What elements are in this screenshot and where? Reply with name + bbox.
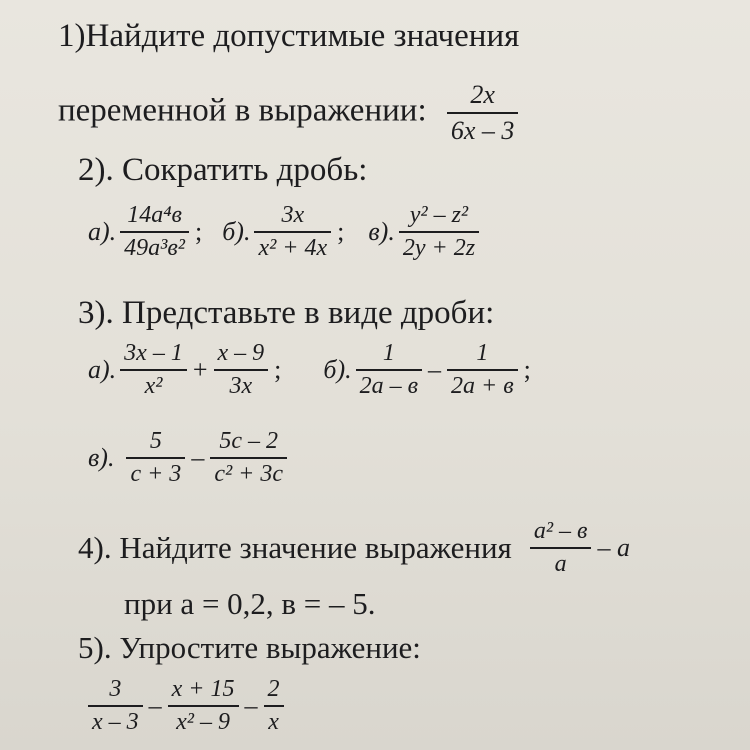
separator: ; [274, 355, 282, 384]
fraction-bar [264, 705, 284, 707]
task2-items [88, 202, 479, 262]
task1-line2 [58, 80, 518, 146]
task3-c-f2-num: 5c – 2 [219, 428, 278, 454]
task4-fraction [530, 518, 592, 578]
task3-b-fraction-2 [447, 340, 518, 400]
task2-b-fraction [254, 202, 331, 262]
task2-c-fraction [399, 202, 479, 262]
task3-a-f2-num: x – 9 [217, 340, 265, 366]
fraction-bar [88, 705, 143, 707]
separator: ; [337, 217, 345, 246]
fraction-bar [214, 369, 269, 371]
task2-b-label: б). [222, 217, 251, 246]
task5-f1-num: 3 [109, 676, 122, 702]
task3-row2 [88, 428, 287, 488]
fraction-bar [356, 369, 422, 371]
minus-operator: – [191, 443, 205, 472]
task3-c-f2-den: c² + 3c [214, 461, 284, 487]
task2-c-den: 2y + 2z [402, 235, 476, 261]
task1-frac-num: 2x [470, 80, 495, 109]
task5-f2-den: x² – 9 [176, 709, 231, 735]
task5-fraction-2 [168, 676, 239, 736]
task3-a-f1-den: x² [144, 373, 163, 399]
task3-b-f1-den: 2a – в [359, 373, 419, 399]
task3-a-fraction-1 [120, 340, 187, 400]
task3-b-label: б). [323, 355, 352, 384]
plus-operator: + [192, 355, 208, 384]
separator: ; [523, 355, 531, 384]
task2-a-num: 14a⁴в [127, 202, 182, 228]
task4-frac-den: a [554, 551, 567, 577]
task3-row1 [88, 340, 531, 400]
task3-b-f2-den: 2a + в [451, 373, 514, 399]
fraction-bar [399, 231, 479, 233]
fraction-bar [126, 457, 185, 459]
separator: ; [194, 217, 203, 246]
task3-c-f1-den: c + 3 [130, 461, 182, 487]
task4-line2: при a = 0,2, в = – 5. [124, 586, 376, 621]
minus-operator: – [428, 355, 442, 384]
task5-expression [88, 676, 284, 736]
task1-fraction [447, 80, 519, 146]
task3-c-label: в). [88, 443, 115, 472]
fraction-bar [168, 705, 239, 707]
task1-line2-text: переменной в выражении: [58, 92, 427, 129]
task2-b-num: 3x [281, 202, 305, 228]
task5-f3-den: x [268, 709, 279, 735]
task4-line1-text: 4). Найдите значение выражения [78, 530, 512, 565]
fraction-bar [254, 231, 331, 233]
task5-fraction-3 [264, 676, 284, 736]
task3-c-fraction-2 [210, 428, 287, 488]
task3-a-f1-num: 3x – 1 [124, 340, 183, 366]
task4-frac-num: a² – в [533, 518, 588, 544]
minus-operator: – [244, 691, 258, 720]
task5-f1-den: x – 3 [92, 709, 139, 735]
fraction-bar [210, 457, 287, 459]
task2-b-den: x² + 4x [258, 235, 328, 261]
task3-c-f1-num: 5 [149, 428, 162, 454]
task5-title: 5). Упростите выражение: [78, 630, 421, 665]
task3-a-label: а). [88, 355, 117, 384]
task5-f2-num: x + 15 [171, 676, 235, 702]
task2-c-label: в). [368, 217, 395, 246]
task3-title: 3). Представьте в виде дроби: [78, 295, 495, 331]
task5-f3-num: 2 [267, 676, 280, 702]
task2-a-label: а). [88, 217, 117, 246]
task2-a-fraction [120, 202, 189, 262]
task2-c-num: y² – z² [409, 202, 469, 228]
task3-c-fraction-1 [126, 428, 185, 488]
task3-b-fraction-1 [356, 340, 422, 400]
minus-operator: – [148, 691, 162, 720]
task3-a-fraction-2 [214, 340, 269, 400]
task3-a-f2-den: 3x [229, 373, 253, 399]
fraction-bar [530, 547, 592, 549]
task1-line1: 1)Найдите допустимые значения [58, 18, 520, 54]
fraction-bar [120, 369, 187, 371]
task2-title: 2). Сократить дробь: [78, 152, 368, 188]
fraction-bar [447, 112, 519, 114]
task5-fraction-1 [88, 676, 143, 736]
task1-frac-den: 6x – 3 [450, 116, 515, 145]
fraction-bar [120, 231, 189, 233]
task3-b-f1-num: 1 [382, 340, 395, 366]
fraction-bar [447, 369, 518, 371]
task4-line1 [78, 518, 632, 578]
task3-b-f2-num: 1 [476, 340, 489, 366]
task2-a-den: 49a³в² [124, 235, 185, 261]
task4-tail: – a [597, 533, 630, 562]
